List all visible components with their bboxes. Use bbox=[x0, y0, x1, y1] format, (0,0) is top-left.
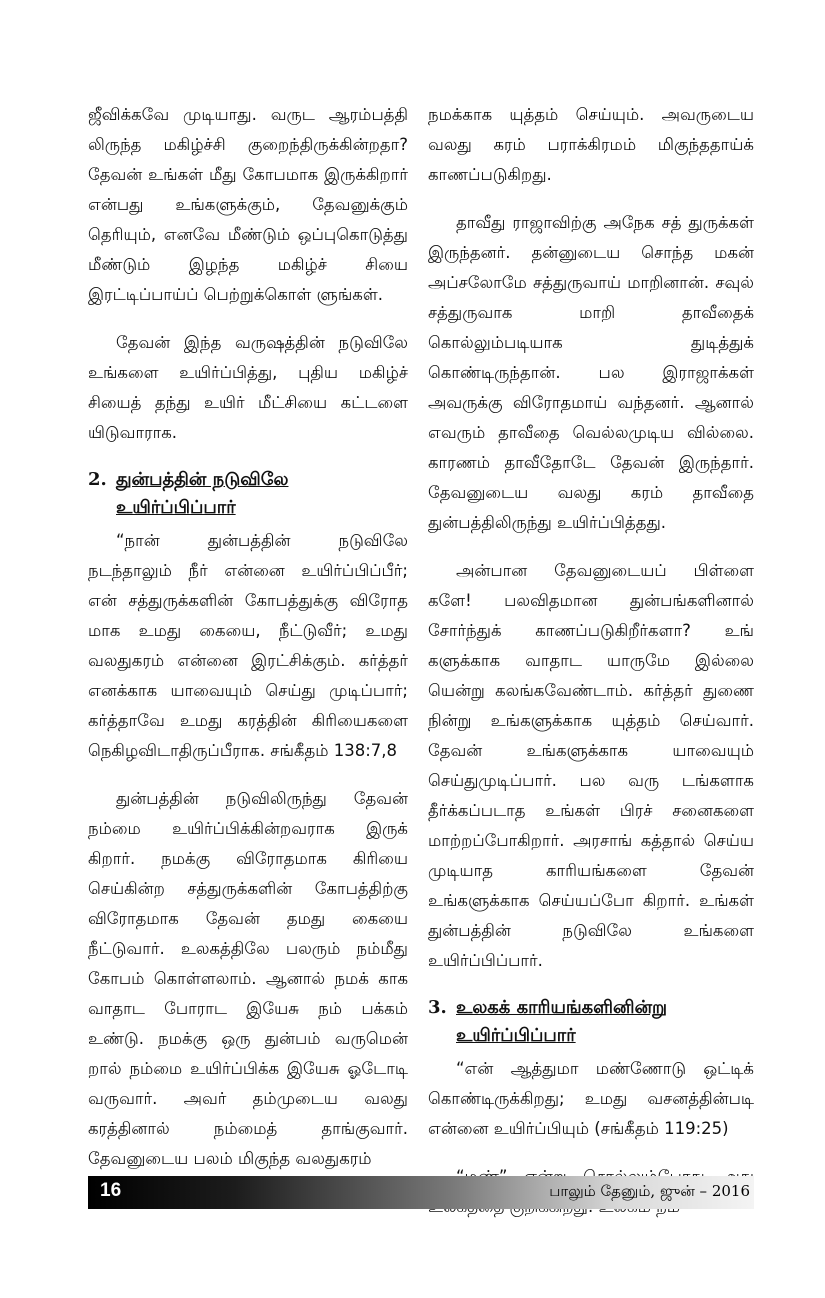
section-title-line2: உயிர்ப்பிப்பார் bbox=[456, 1025, 576, 1046]
section-heading-3 bbox=[428, 994, 754, 1050]
paragraph: தாவீது ராஜாவிற்கு அநேக சத் துருக்கள் இருந்தனர். தன்னுடைய சொந்த மகன் அப்சலோமே சத்துருவாய் மாறினான். சவுல் சத்துருவாக மாறி தாவீதைக் கொல்லும்படியாக துடித்துக் கொண்டிருந்தான். பல இராஜாக்கள் அவருக்கு விரோதமாய் வந்தனர். ஆனால் எவரும் தாவீதை வெல்லமுடிய வில்லை. காரணம் தாவீதோடே தேவன் இருந்தார். தேவனுடைய வலது கரம் தாவீதை துன்பத்திலிருந்து உயிர்ப்பித்தது. bbox=[428, 213, 754, 532]
page-number: 16 bbox=[100, 1180, 122, 1201]
section-number: 3. bbox=[428, 997, 447, 1018]
footer-bar bbox=[88, 1176, 754, 1209]
section-title-line1: துன்பத்தின் நடுவிலே bbox=[116, 469, 289, 490]
section-heading-2 bbox=[88, 466, 408, 522]
scripture-quote: “என் ஆத்துமா மண்ணோடு ஒட்டிக் கொண்டிருக்கிறது; உமது வசனத்தின்படி என்னை உயிர்ப்பியும் (சங்கீதம் 119:25) bbox=[428, 1059, 754, 1138]
section-number: 2. bbox=[88, 469, 107, 490]
paragraph: துன்பத்தின் நடுவிலிருந்து தேவன் நம்மை உயிர்ப்பிக்கின்றவராக இருக் கிறார். நமக்கு விரோதமாக கிரியை செய்கின்ற சத்துருக்களின் கோபத்திற்கு விரோதமாக தேவன் தமது கையை நீட்டுவார். உலகத்திலே பலரும் நம்மீது கோபம் கொள்ளலாம். ஆனால் நமக் காக வாதாட போராட இயேசு நம் பக்கம் உண்டு. நமக்கு ஒரு துன்பம் வருமென் றால் நம்மை உயிர்ப்பிக்க இயேசு ஓடோடி வருவார். அவர் தம்முடைய வலது கரத்தினால் நம்மைத் தாங்குவார். தேவனுடைய பலம் மிகுந்த வலதுகரம் bbox=[88, 789, 408, 1168]
section-title-line1: உலகக் காரியங்களினின்று bbox=[456, 997, 668, 1018]
paragraph: ஜீவிக்கவே முடியாது. வருட ஆரம்பத்தி லிருந்த மகிழ்ச்சி குறைந்திருக்கின்றதா? தேவன் உங்கள் மீது கோபமாக இருக்கிறார் என்பது உங்களுக்கும், தேவனுக்கும் தெரியும், எனவே மீண்டும் ஒப்புகொடுத்து மீண்டும் இழந்த மகிழ்ச் சியை இரட்டிப்பாய்ப் பெற்றுக்கொள் ளுங்கள். bbox=[88, 105, 408, 304]
scripture-quote: “நான் துன்பத்தின் நடுவிலே நடந்தாலும் நீர் என்னை உயிர்ப்பிப்பீர்; என் சத்துருக்களின் கோபத்துக்கு விரோத மாக உமது கையை, நீட்டுவீர்; உமது வலதுகரம் என்னை இரட்சிக்கும். கர்த்தர் எனக்காக யாவையும் செய்து முடிப்பார்; கர்த்தாவே உமது கரத்தின் கிரியைகளை நெகிழவிடாதிருப்பீராக. சங்கீதம் 138:7,8 bbox=[88, 531, 408, 760]
paragraph: நமக்காக யுத்தம் செய்யும். அவருடைய வலது கரம் பராக்கிரமம் மிகுந்ததாய்க் காணப்படுகிறது. bbox=[428, 105, 754, 184]
right-column bbox=[428, 100, 754, 1240]
paragraph: தேவன் இந்த வருஷத்தின் நடுவிலே உங்களை உயிர்ப்பித்து, புதிய மகிழ்ச் சியைத் தந்து உயிர் மீட்சியை கட்டளை யிடுவாராக. bbox=[88, 333, 408, 442]
publication-title: பாலும் தேனும், ஜுன் – 2016 bbox=[549, 1182, 750, 1200]
section-title-line2: உயிர்ப்பிப்பார் bbox=[116, 497, 236, 518]
paragraph: அன்பான தேவனுடையப் பிள்ளை களே! பலவிதமான துன்பங்களினால் சோர்ந்துக் காணப்படுகிறீர்களா? உங் களுக்காக வாதாட யாருமே இல்லை யென்று கலங்கவேண்டாம். கர்த்தர் துணை நின்று உங்களுக்காக யுத்தம் செய்வார். தேவன் உங்களுக்காக யாவையும் செய்துமுடிப்பார். பல வரு டங்களாக தீர்க்கப்படாத உங்கள் பிரச் சனைகளை மாற்றப்போகிறார். அரசாங் கத்தால் செய்ய முடியாத காரியங்களை தேவன் உங்களுக்காக செய்யப்போ கிறார். உங்கள் துன்பத்தின் நடுவிலே உங்களை உயிர்ப்பிப்பார். bbox=[428, 561, 754, 970]
left-column bbox=[88, 100, 408, 1192]
